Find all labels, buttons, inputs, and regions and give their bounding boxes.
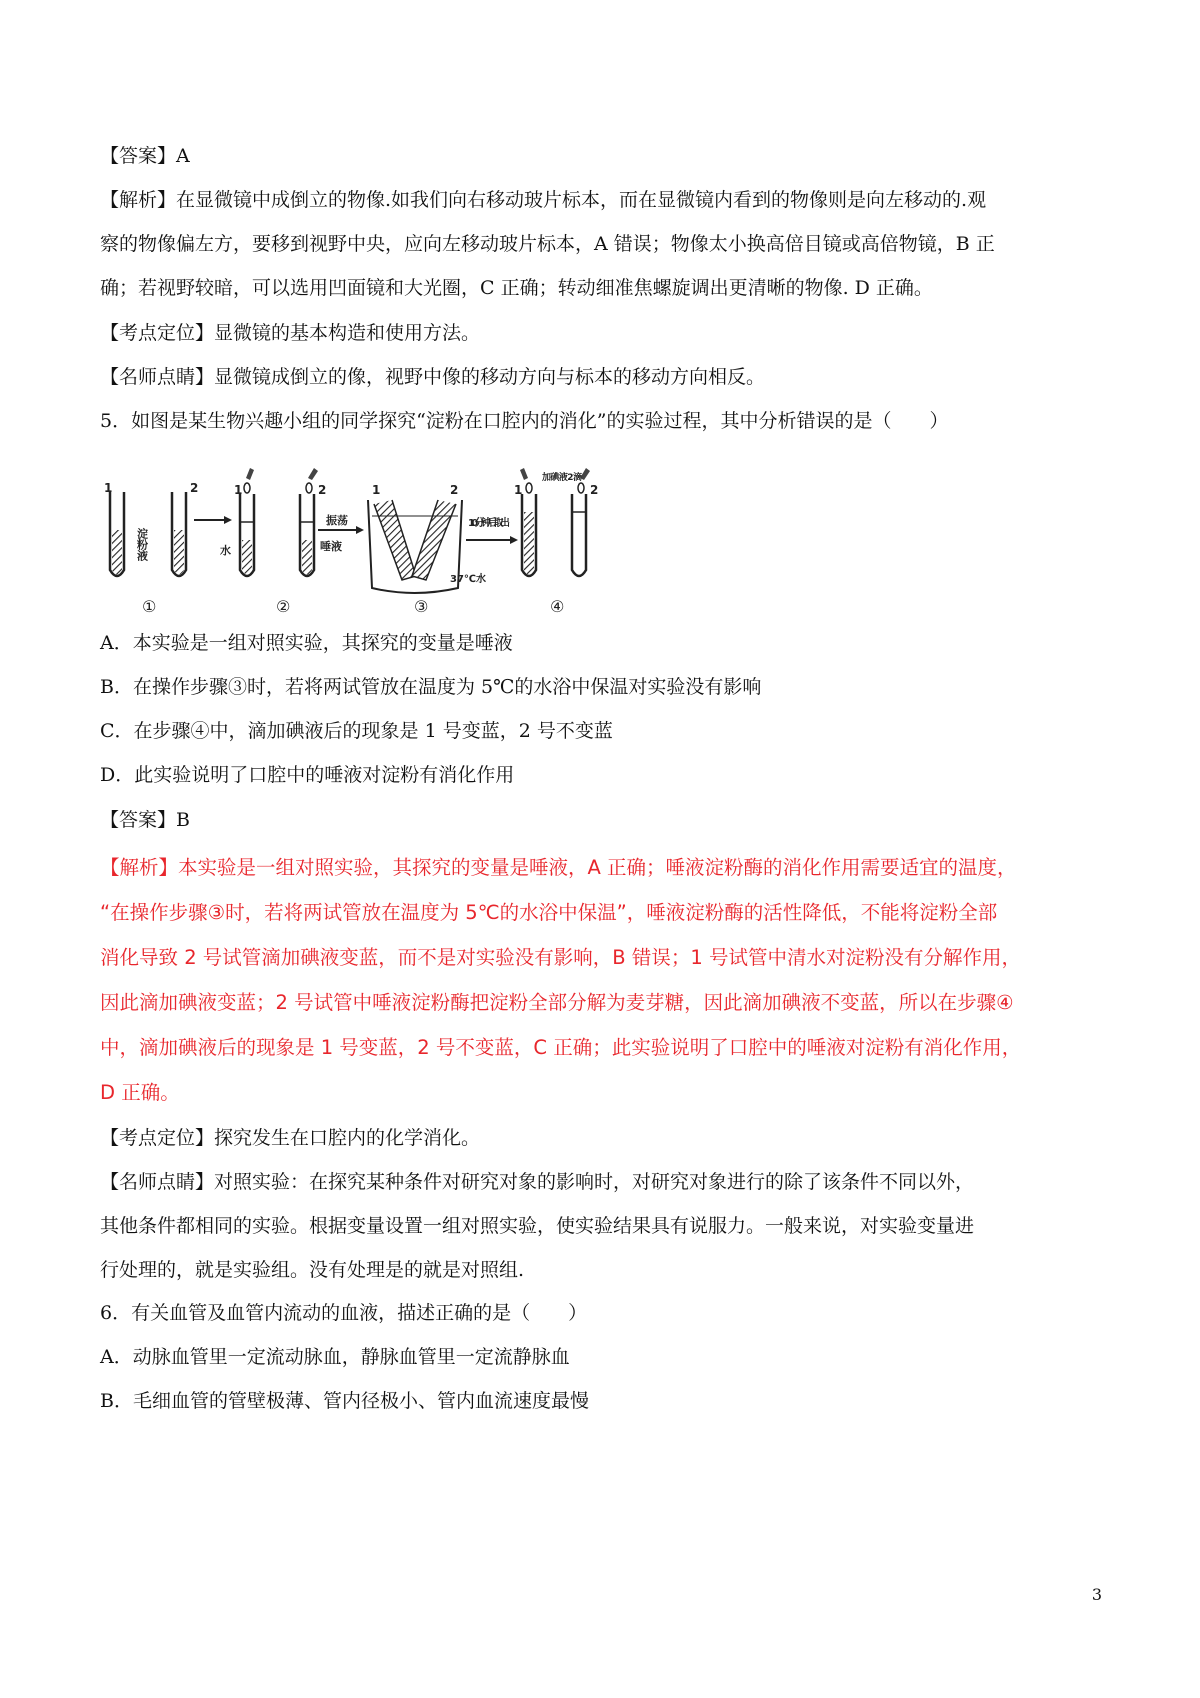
bath-label: 37℃水 [450,574,487,585]
step3-tube2-label: 2 [450,483,459,497]
step1-tube2-label: 2 [190,481,199,495]
q5-stem: 5．如图是某生物兴趣小组的同学探究“淀粉在口腔内的消化”的实验过程，其中分析错误的是（ ） [100,410,949,432]
step2-tubes [240,468,318,576]
q5-mingshi-line-3: 行处理的，就是实验组。没有处理是的就是对照组. [100,1259,525,1281]
step3-water-bath [368,500,462,593]
q4-analysis-line-2: 察的物像偏左方，要移到视野中央，应向左移动玻片标本，A 错误；物像太小换高倍目镜或高倍物镜，B 正 [100,233,995,255]
q5-option-b: B．在操作步骤③时，若将两试管放在温度为 5℃的水浴中保温对实验没有影响 [100,676,762,698]
q5-analysis-line-1: 【解析】本实验是一组对照实验，其探究的变量是唾液，A 正确；唾液淀粉酶的消化作用需要适宜的温度， [100,856,1017,879]
q5-mingshi-line-1: 【名师点睛】对照实验：在探究某种条件对研究对象的影响时，对研究对象进行的除了该条件不同以外， [100,1171,975,1193]
q6-option-b: B．毛细血管的管壁极薄、管内径极小、管内血流速度最慢 [100,1390,589,1412]
iodine-label: 加碘液2滴 [542,473,582,483]
step3-tube1-label: 1 [372,483,381,497]
step-number-3: ③ [414,597,429,616]
step2-tube1-label: 1 [234,483,243,497]
q4-mingshi: 【名师点睛】显微镜成倒立的像，视野中像的移动方向与标本的移动方向相反。 [100,366,766,388]
q5-option-d: D．此实验说明了口腔中的唾液对淀粉有消化作用 [100,764,515,786]
q6-option-a: A．动脉血管里一定流动脉血，静脉血管里一定流静脉血 [100,1346,570,1368]
q5-mingshi-line-2: 其他条件都相同的实验。根据变量设置一组对照实验，使实验结果具有说服力。一般来说，对实验变量进 [100,1215,975,1237]
q5-option-a: A．本实验是一组对照实验，其探究的变量是唾液 [100,632,513,654]
saliva-label: 唾液 [320,540,342,553]
q5-analysis-line-2: “在操作步骤③时，若将两试管放在温度为 5℃的水浴中保温”，唾液淀粉酶的活性降低，不能将淀粉全部 [100,901,998,924]
q4-kaodian: 【考点定位】显微镜的基本构造和使用方法。 [100,322,481,344]
step1-tube1-label: 1 [104,481,113,495]
q6-stem: 6．有关血管及血管内流动的血液，描述正确的是（ ） [100,1302,588,1324]
step-number-4: ④ [550,597,565,616]
q5-kaodian: 【考点定位】探究发生在口腔内的化学消化。 [100,1127,481,1149]
starch-label: 淀粉液 [135,528,149,561]
q5-analysis-line-4: 因此滴加碘液变蓝；2 号试管中唾液淀粉酶把淀粉全部分解为麦芽糖，因此滴加碘液不变蓝，所以在步骤④ [100,991,1014,1014]
step4-tube2-label: 2 [590,483,599,497]
q5-analysis-line-5: 中，滴加碘液后的现象是 1 号变蓝，2 号不变蓝，C 正确；此实验说明了口腔中的唾液对淀粉有消化作用， [100,1036,1022,1059]
step-number-2: ② [276,597,291,616]
q4-analysis-line-3: 确；若视野较暗，可以选用凹面镜和大光圈，C 正确；转动细准焦螺旋调出更清晰的物像. D 正确。 [100,277,933,299]
page-number: 3 [1091,1585,1102,1604]
step2-tube2-label: 2 [318,483,327,497]
water-label: 水 [220,544,231,557]
shake-label: 振荡 [326,514,348,527]
step-number-1: ① [142,597,157,616]
experiment-figure [104,473,624,618]
q4-answer: 【答案】A [100,145,190,167]
q5-answer: 【答案】B [100,809,190,831]
after-label: 10分钟后取出 [468,518,510,529]
q5-analysis-line-3: 消化导致 2 号试管滴加碘液变蓝，而不是对实验没有影响，B 错误；1 号试管中清水对淀粉没有分解作用， [100,946,1021,969]
q5-analysis-line-6: D 正确。 [100,1081,180,1104]
step4-tube1-label: 1 [514,483,523,497]
q5-option-c: C．在步骤④中，滴加碘液后的现象是 1 号变蓝，2 号不变蓝 [100,720,613,742]
q4-analysis-line-1: 【解析】在显微镜中成倒立的物像.如我们向右移动玻片标本，而在显微镜内看到的物像则是向左移动的.观 [100,189,987,211]
step4-tubes [520,468,590,576]
